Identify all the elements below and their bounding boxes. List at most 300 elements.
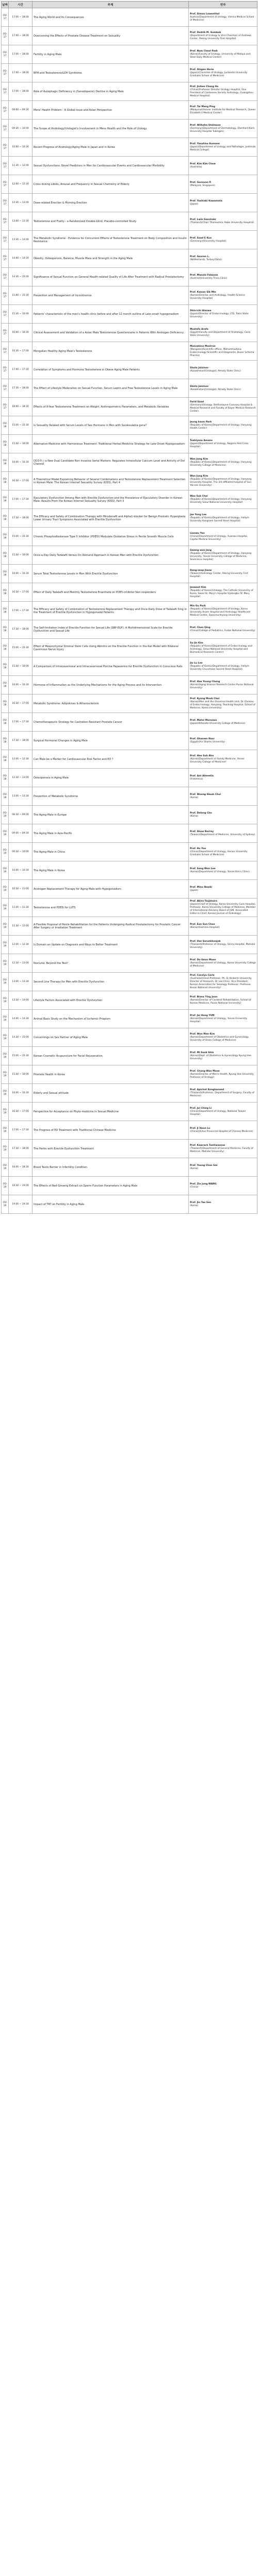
speaker-cell: [189, 249, 257, 268]
date-cell: 05/17: [2, 27, 9, 45]
date-cell: 05/17: [2, 342, 9, 361]
date-cell: 05/18: [2, 509, 9, 528]
topic-cell: The Efficacy and Safety of Combination Therapy with Mirodenafil and Alpha1-blocker for Benign Prostatic Hyperplasia Lower Urinary Tract Symptoms Associated with Erectile Dysfunction: [33, 509, 189, 528]
speaker-cell: [189, 806, 257, 824]
header-time: 시간: [9, 2, 33, 8]
table-row: [2, 991, 257, 1010]
speaker-cell: [189, 917, 257, 936]
speaker-affiliation: (Germany)(Urology, Bellfontayne Coronary Hospital & Medical Research and Faculty of Bayer Medical Research Center): [190, 403, 256, 413]
table-row: [2, 64, 257, 82]
time-cell: 09:00 ~ 09:30: [9, 101, 33, 120]
speaker-cell: [189, 120, 257, 138]
speaker-name: Prof. Hee Sub Ahn: [190, 754, 214, 757]
topic-cell: Obesity, Osteoporosis, Balance, Muscle Mass and Strength in the Aging Male: [33, 249, 189, 268]
time-cell: 17:00 ~ 18:00: [9, 8, 33, 27]
table-row: [2, 8, 257, 27]
speaker-cell: [189, 973, 257, 991]
time-cell: 17:00 ~ 18:00: [9, 27, 33, 45]
date-cell: 05/19: [2, 936, 9, 954]
speaker-affiliation: (Taiwan)(Department of Medicine, University of Sydney): [190, 833, 255, 836]
speaker-affiliation: (Korea)(Faculty of Urology, University of Malaya and Steel Daily Medical Center): [190, 53, 251, 59]
table-row: [2, 286, 257, 305]
table-row: [2, 101, 257, 120]
date-cell: 05/18: [2, 732, 9, 750]
speaker-name: Prof. Tai Meng Ping: [190, 105, 216, 108]
speaker-affiliation: (Germany)(Department of Dermatology, Eberhard-Karls University Hospital Tubingen): [190, 127, 255, 133]
table-row: [2, 824, 257, 843]
speaker-affiliation: (China)(Department of Urology, National Taiwan Hospital): [190, 1110, 246, 1116]
date-cell: 05/19: [2, 1010, 9, 1028]
speaker-cell: [189, 528, 257, 546]
speaker-affiliation: (Thailand)(Professor, Department of Surgery, Faculty of Medicine): [190, 1091, 254, 1097]
topic-cell: Mens' Health Problem : A Global Issue and Asian Perspective: [33, 101, 189, 120]
topic-cell: Sexual Dysfunctions: Novel Predictors in Men for Cardiovascular Events and Cardiovascular Morbidity: [33, 157, 189, 175]
topic-cell: DD3-Y(-) a New Dual Candidate Non Invasive Serial Markers: Regulates Intracellular Calcium Level and Activity of Del Channel: [33, 453, 189, 472]
topic-cell: Testosterone and PDE5i for LUTS: [33, 899, 189, 917]
table-row: [2, 583, 257, 602]
date-cell: 05/18: [2, 528, 9, 546]
speaker-name: Prof. Kim Kim Chow: [190, 162, 216, 165]
speaker-cell: [189, 64, 257, 82]
speaker-cell: [189, 954, 257, 973]
date-cell: 05/17: [2, 268, 9, 286]
topic-cell: The Effect of Lifestyle Moderation on Sexual Function, Serum Leptin and Free Testosterone Levels in Aging Male: [33, 379, 189, 398]
table-row: [2, 676, 257, 694]
topic-cell: Osteoporosis in Aging Male: [33, 769, 189, 787]
speaker-affiliation: (Thailand)(Chair Thainautica, Kobe University Hospital): [190, 221, 254, 224]
date-cell: 05/17: [2, 64, 9, 82]
table-row: [2, 1195, 257, 1214]
date-cell: 05/18: [2, 472, 9, 490]
speaker-affiliation: (Korea): [190, 1167, 199, 1170]
date-cell: 05/19: [2, 1158, 9, 1177]
time-cell: 16:30 ~ 17:00: [9, 694, 33, 713]
speaker-name: Prof. Hae Young Chung: [190, 680, 220, 683]
date-cell: 05/17: [2, 398, 9, 416]
speaker-name: Prof. Won Mee Kim: [190, 1032, 215, 1036]
date-cell: 05/18: [2, 546, 9, 565]
speaker-cell: [189, 398, 257, 416]
time-cell: 15:30 ~ 16:00: [9, 1065, 33, 1084]
table-row: [2, 1010, 257, 1028]
speaker-affiliation: (Mongolia)(Scientific officer, Mohammadana Endocrinology Scientific and Diagnostic, Buser Schema Pharma): [190, 348, 254, 357]
table-row: [2, 1177, 257, 1195]
speaker-cell: [189, 509, 257, 528]
date-cell: 05/18: [2, 416, 9, 435]
time-cell: 17:00 ~ 17:30: [9, 602, 33, 620]
speaker-affiliation: (Korea)(Gamma Hospital): [190, 926, 220, 929]
time-cell: 18:30 ~ 19:00: [9, 1177, 33, 1195]
time-cell: 17:30 ~ 18:00: [9, 1140, 33, 1158]
table-row: [2, 157, 257, 175]
time-cell: 16:00 ~ 16:30: [9, 453, 33, 472]
speaker-affiliation: (Republic of Korea)(Department of Urology, Hallym University Chuncheon Sacred Heart Hospital): [190, 665, 249, 671]
speaker-affiliation: (Thailand)(Department of General Medicine, Faculty of Medicine, Mahidol University): [190, 1147, 253, 1153]
schedule-table: [1, 1, 257, 1214]
table-row: [2, 657, 257, 676]
speaker-name: Prof. Kyung Mook Choi: [190, 697, 220, 700]
speaker-cell: [189, 991, 257, 1010]
time-cell: 19:00 ~ 19:30: [9, 1195, 33, 1214]
speaker-name: Shin-ichi Aisawa: [190, 309, 212, 312]
speaker-affiliation: (Japan)(Chairman of Urology, Juntendo University Graduate School of Medicine): [190, 71, 248, 77]
speaker-affiliation: (Japan)(Department of Urology and Pathologie, Juntendo Medical College): [190, 145, 256, 151]
topic-cell: Correlation of Symptoms and Hormone Testosterone in Obese Aging Male Patients: [33, 361, 189, 379]
date-cell: 05/18: [2, 713, 9, 732]
speaker-cell: [189, 676, 257, 694]
table-row: [2, 787, 257, 806]
table-row: [2, 917, 257, 936]
date-cell: 05/17: [2, 120, 9, 138]
speaker-name: Jin Lu Lee: [190, 662, 203, 665]
time-cell: 13:30 ~ 14:00: [9, 991, 33, 1010]
table-row: [2, 231, 257, 249]
topic-cell: The Aging Male in Korea: [33, 861, 189, 880]
speaker-cell: [189, 342, 257, 361]
date-cell: 05/19: [2, 954, 9, 973]
time-cell: 12:00 ~ 12:30: [9, 750, 33, 769]
date-cell: 05/17: [2, 212, 9, 231]
time-cell: 17:00 ~ 17:30: [9, 713, 33, 732]
speaker-cell: [189, 750, 257, 769]
speaker-affiliation: (Republic of Korea)(Department of Urology, Hanyang University College of Medicine): [190, 461, 252, 467]
time-cell: 11:30 ~ 12:00: [9, 157, 33, 175]
topic-cell: The Metabolic Syndrome - Evidence for Concurrent Effects of Testosterone Treatment on Body Composition and Insulin Resistance: [33, 231, 189, 249]
speaker-cell: [189, 1121, 257, 1140]
speaker-name: Prof. Yoshiaki Kawamata: [190, 199, 222, 202]
time-cell: 16:00 ~ 16:30: [9, 324, 33, 342]
header-date: 날짜: [2, 2, 9, 8]
time-cell: 09:30 ~ 10:00: [9, 120, 33, 138]
table-row: [2, 472, 257, 490]
date-cell: 05/18: [2, 639, 9, 657]
speaker-affiliation: (Korea)(Department of Urology, Yonsei Kim's Clinic): [190, 870, 250, 873]
date-cell: 05/17: [2, 305, 9, 324]
speaker-cell: [189, 435, 257, 453]
speaker-cell: [189, 472, 257, 490]
time-cell: 13:00 ~ 13:30: [9, 787, 33, 806]
speaker-name: Prof. Ghanem Nasr: [190, 737, 215, 740]
time-cell: 10:00 ~ 10:30: [9, 138, 33, 157]
table-row: [2, 249, 257, 268]
topic-cell: Perspective for Acceptance on Phyto-medicine in Sexual Medicine: [33, 1103, 189, 1121]
speaker-affiliation: (China)(Department of Urology, Xuanwu Hospital, Capital Medical University): [190, 535, 248, 541]
topic-cell: Chemotherapeutic Strategy for Castration-Resistant Prostate Cancer: [33, 713, 189, 732]
speaker-name: Su Jin Kim: [190, 641, 203, 645]
table-row: [2, 490, 257, 509]
speaker-name: Prof. Simon Lowenthal: [190, 12, 220, 15]
speaker-affiliation: (Korea)(Department of Urology, Yonsei University Hospital): [190, 1017, 247, 1023]
speaker-name: Shota Jaisinov: [190, 385, 208, 388]
speaker-cell: [189, 880, 257, 899]
speaker-affiliation: (China)(Professor Director Urology Hospital, Vice President of Cantonese Society Andrology, Guangzhou Medical Hospital): [190, 88, 253, 97]
speaker-affiliation: (Japan): [190, 202, 199, 206]
topic-cell: Patients' characteristic of the men's health clinic before and after 12 month outline of Late-onset hypogonadism: [33, 305, 189, 324]
date-cell: 05/17: [2, 8, 9, 27]
time-cell: 11:00 ~ 11:30: [9, 899, 33, 917]
header-row: [2, 2, 257, 8]
date-cell: 05/18: [2, 565, 9, 583]
table-row: [2, 45, 257, 64]
speaker-affiliation: (Korea): [190, 796, 199, 799]
speaker-name: Prof. Yasuhisa Kumano: [190, 142, 220, 145]
table-row: [2, 416, 257, 435]
topic-cell: The Progress of ED Treatment with Traditional Chinese Medicine: [33, 1121, 189, 1140]
topic-cell: Ejaculatory Dysfunction Among Men with Erectile Dysfunction and the Prevalence of Ejaculatory Disorder in Korean Male: Results From the Korean Internet Sexuality Survey (KISS), Part 3: [33, 490, 189, 509]
table-row: [2, 602, 257, 620]
table-row: [2, 435, 257, 453]
date-cell: 05/18: [2, 769, 9, 787]
speaker-name: Prof. Motoi Morozwa: [190, 719, 217, 722]
time-cell: 12:30 ~ 13:00: [9, 194, 33, 212]
speaker-cell: [189, 286, 257, 305]
time-cell: 16:30 ~ 17:00: [9, 342, 33, 361]
speaker-cell: [189, 27, 257, 45]
table-row: [2, 212, 257, 231]
speaker-affiliation: (Australia)(Head Professor, Ph. D, Kinkerle University, Director of Research, Dr Lee Clinic, Vice President, Korean Association for Sexology Professor, Professor, Busan National University): [190, 977, 252, 989]
speaker-name: Prof. Delong Cho: [190, 811, 212, 815]
speaker-name: Prof. Apichat Kongkanand: [190, 1088, 224, 1091]
topic-cell: Cross-linking Libido, Arousal and Frequency in Sexual Chemistry of Elderly: [33, 175, 189, 194]
speaker-cell: [189, 620, 257, 639]
topic-cell: Once-a-Day Daily Tadalafil Versus On-Demand Approach in Korean Men with Erectile Dysfunction: [33, 546, 189, 565]
topic-cell: Fertility in Aging Male: [33, 45, 189, 64]
date-cell: 05/19: [2, 1177, 9, 1195]
speaker-cell: [189, 1010, 257, 1028]
speaker-affiliation: (Japan)(Director of Endocrinology, LTD, Tokio State University): [190, 312, 249, 318]
speaker-name: Prof. Jin Tae Seo: [190, 1201, 212, 1204]
topic-cell: The Scope of Andrology/Urologist's Involvement in Mens Health and the Role of Urology: [33, 120, 189, 138]
time-cell: 08:30 ~ 09:00: [9, 806, 33, 824]
table-row: [2, 1121, 257, 1140]
speaker-name: Prof. Kwoon Sik Min: [190, 291, 216, 294]
time-cell: 17:00 ~ 17:30: [9, 490, 33, 509]
speaker-affiliation: (Korea)(Dept. of Obstetrics & Gynecology Kyung Hee University): [190, 1054, 251, 1060]
speaker-name: Jae Yong Lee: [190, 513, 207, 516]
topic-cell: Mongolian Healthy Aging Male's Testosterone: [33, 342, 189, 361]
time-cell: 17:00 ~ 18:00: [9, 64, 33, 82]
time-cell: 17:00 ~ 18:00: [9, 82, 33, 101]
time-cell: 17:30 ~ 18:00: [9, 379, 33, 398]
speaker-affiliation: (Kazakhstan)(Urologist, Almaty State Clinic): [190, 369, 241, 372]
time-cell: 10:00 ~ 10:30: [9, 861, 33, 880]
header-topic: 주제: [33, 2, 189, 8]
date-cell: 05/19: [2, 806, 9, 824]
date-cell: 05/17: [2, 249, 9, 268]
speaker-affiliation: (Japan)(Chief of Urology, Korea University Guro Hospital, Professor, Korea University College of Medicine, Member of International Advisory Board of JSM, Associated Editor-in-Chief, Korean Journal of Andrology): [190, 903, 256, 915]
speaker-affiliation: (Taiwan)(Andrology Center, Peking University First Hospital): [190, 572, 248, 578]
table-row: [2, 342, 257, 361]
table-row: [2, 899, 257, 917]
speaker-affiliation: (Republic of Korea)(Department of Urology, Hallym University Kangnam Sacred Heart Hospital): [190, 516, 249, 522]
speaker-cell: [189, 8, 257, 27]
speaker-affiliation: (China)(Anhui Provincial Hospital of Chinese Medicine): [190, 1130, 253, 1133]
topic-cell: Recent Progress of Andrology/Aging Male in Japan and in Korea: [33, 138, 189, 157]
speaker-cell: [189, 694, 257, 713]
speaker-name: Prof. Akira Tsujimura: [190, 900, 218, 903]
time-cell: 15:00 ~ 15:30: [9, 528, 33, 546]
speaker-affiliation: (Netherlands, Turkey)(Sitai): [190, 258, 222, 261]
topic-cell: Prostate Health in Korea: [33, 1065, 189, 1084]
table-row: [2, 769, 257, 787]
table-row: [2, 453, 257, 472]
topic-cell: Role of Autophagic Deficiency in (Senodopenic) Decline in Aging Male: [33, 82, 189, 101]
speaker-name: Prof. Carolyn Carle: [190, 974, 215, 977]
speaker-affiliation: (Korea)(Department of Family Medicine, Yonsei University College of Medicine): [190, 757, 245, 764]
date-cell: 05/17: [2, 157, 9, 175]
topic-cell: Elderly and Sexual attitude: [33, 1084, 189, 1103]
table-row: [2, 528, 257, 546]
topic-cell: A Theoretical Model Explaining Behavior of Several Combinations and Testosterone Replacement Treatment Selection in Korean Male: The Korean Internet Sexuality Survey (KISS), Part 4: [33, 472, 189, 490]
time-cell: 17:00 ~ 17:30: [9, 1121, 33, 1140]
speaker-cell: [189, 936, 257, 954]
speaker-affiliation: (Korea): [190, 1204, 199, 1207]
date-cell: 05/19: [2, 899, 9, 917]
time-cell: 16:00 ~ 16:30: [9, 565, 33, 583]
table-row: [2, 806, 257, 824]
topic-cell: Androgen Replacement Therapy for Aging Male with Hypogonadism: [33, 880, 189, 899]
table-row: [2, 268, 257, 286]
table-row: [2, 1047, 257, 1065]
speaker-cell: [189, 138, 257, 157]
speaker-cell: [189, 101, 257, 120]
date-cell: 05/18: [2, 435, 9, 453]
date-cell: 05/19: [2, 843, 9, 861]
table-row: [2, 82, 257, 101]
time-cell: 16:30 ~ 17:00: [9, 1103, 33, 1121]
table-row: [2, 861, 257, 880]
table-row: [2, 1084, 257, 1103]
speaker-name: Prof. Zio Jung WANG: [190, 1182, 217, 1185]
table-row: [2, 750, 257, 769]
topic-cell: Second Line Therapy for Men with Erectile Dysfunction: [33, 973, 189, 991]
time-cell: 14:30 ~ 15:00: [9, 1028, 33, 1047]
speaker-affiliation: (China)(College of Pediatrics, Fudan National University): [190, 629, 255, 632]
speaker-name: Prof. Nam Cheol Park: [190, 49, 218, 53]
topic-cell: The Aging Male in Asia-Pacific: [33, 824, 189, 843]
table-row: [2, 1158, 257, 1177]
date-cell: 05/19: [2, 1140, 9, 1158]
speaker-affiliation: (Austria)(University Trivia Clinic): [190, 277, 228, 280]
speaker-affiliation: (Department of Urology & Vice Chairman of Andrews Center, Peking University First Hospital): [190, 34, 252, 40]
speaker-cell: [189, 416, 257, 435]
speaker-name: Prof. Do Geun Moon: [190, 958, 216, 961]
topic-cell: The Aging World and Its Consequences: [33, 8, 189, 27]
topic-cell: The Aging Male in China: [33, 843, 189, 861]
speaker-name: Dong-seop Jiaow: [190, 569, 212, 572]
topic-cell: Korean Cosmetic Acupuncture for Facial Rejuvenation: [33, 1047, 189, 1065]
table-row: [2, 546, 257, 565]
speaker-cell: [189, 1195, 257, 1214]
speaker-affiliation: (Egypt)(Ain Shams University): [190, 740, 225, 743]
topic-cell: Overcoming the Effects of Prostate Disease Treatment on Sexuality: [33, 27, 189, 45]
speaker-affiliation: (Korea)(Department of Urology, Korea University College of Medicine): [190, 961, 256, 968]
speaker-name: Mostafa Arafa: [190, 328, 208, 331]
time-cell: 15:00 ~ 15:30: [9, 416, 33, 435]
speaker-cell: [189, 1084, 257, 1103]
speaker-cell: [189, 657, 257, 676]
date-cell: 05/17: [2, 138, 9, 157]
speaker-affiliation: (Republic of Korea)(Department of Urology, Hanyang University Hospital, The 3rd affiliated hospital of Sun Yat-sen University): [190, 478, 252, 487]
speaker-name: Manzakina Mostrun: [190, 345, 216, 348]
speaker-affiliation: (Germany)(University Hospital): [190, 240, 227, 243]
table-row: [2, 361, 257, 379]
date-cell: 05/19: [2, 880, 9, 899]
topic-cell: Effect of Mesenchymal Stromal Stem Cells Using Abinitro on the Erectile Function in the Rat Model with Bilateral Cavernous Nerve Injury: [33, 639, 189, 657]
date-cell: 05/17: [2, 82, 9, 101]
time-cell: 15:00 ~ 15:30: [9, 1047, 33, 1065]
date-cell: 05/19: [2, 1103, 9, 1121]
speaker-cell: [189, 1177, 257, 1195]
speaker-cell: [189, 546, 257, 565]
speaker-cell: [189, 861, 257, 880]
date-cell: 05/18: [2, 602, 9, 620]
speaker-affiliation: (Thailand)(Professor of Urology, Siriraj Hospital, Mahidol University): [190, 943, 255, 949]
speaker-name: Won Jung Kim: [190, 474, 208, 478]
speaker-name: Prof. Jai Hong YUM: [190, 1014, 215, 1017]
speaker-cell: [189, 1047, 257, 1065]
speaker-name: Prof. Woong Heum Choi: [190, 793, 221, 796]
speaker-affiliation: (Korea)(Aging Science Research Center Pusan National University): [190, 683, 254, 689]
speaker-name: Prof. Vee Sarunkhonjok: [190, 940, 221, 943]
time-cell: 18:00 ~ 18:30: [9, 398, 33, 416]
speaker-name: Prof. Young Chan Gai: [190, 1164, 218, 1167]
speaker-name: Prof. Wilhelm Stolmann: [190, 124, 221, 127]
date-cell: 05/19: [2, 1121, 9, 1140]
table-row: [2, 639, 257, 657]
table-row: [2, 138, 257, 157]
time-cell: 17:30 ~ 18:00: [9, 509, 33, 528]
speaker-cell: [189, 713, 257, 732]
speaker-cell: [189, 212, 257, 231]
speaker-cell: [189, 82, 257, 101]
speaker-affiliation: (Republic of Korea)(Department of Urology, Hanyang University, Yonsei University College of Medicine, Severance Hospital): [190, 552, 252, 561]
topic-cell: Hormone of Inflammation as the Underlying Mechanisms for the Aging Process and its Intervention: [33, 676, 189, 694]
speaker-name: Prof. Gooren L.: [190, 255, 210, 258]
speaker-affiliation: (Malaysia)(Hoover Institute for Medical Research, Queen Elizabeth II Medical Center): [190, 108, 256, 114]
date-cell: 05/19: [2, 973, 9, 991]
speaker-affiliation: (Korea)(Director of Cerebral Rehabilitation, School of Korean Medicine, Pusan National University): [190, 998, 251, 1005]
time-cell: 11:30 ~ 12:00: [9, 917, 33, 936]
time-cell: 09:00 ~ 09:30: [9, 824, 33, 843]
topic-cell: BPH and Testosterone/LOH Syndrome: [33, 64, 189, 82]
time-cell: 13:30 ~ 14:00: [9, 231, 33, 249]
time-cell: 17:30 ~ 18:00: [9, 620, 33, 639]
date-cell: 05/17: [2, 231, 9, 249]
topic-cell: Blood Testis Barrier in Infertility Condition: [33, 1158, 189, 1177]
date-cell: 05/17: [2, 101, 9, 120]
speaker-cell: [189, 175, 257, 194]
date-cell: 05/17: [2, 324, 9, 342]
topic-cell: Clinical Assessment and Validation of a Asian Male Testosterone Questionnaire in Patients With Androgen Deficiency: [33, 324, 189, 342]
speaker-affiliation: (Korea)(Department of Obstetrics and Gynecology, University of Ulsan College of Medicine): [190, 1036, 249, 1042]
date-cell: 05/18: [2, 583, 9, 602]
time-cell: 13:00 ~ 13:30: [9, 212, 33, 231]
topic-cell: The Effects of Red Ginseng Extract on Sperm Function Parameters in Aging Male: [33, 1177, 189, 1195]
speaker-name: Prof. Ant Almeelia: [190, 774, 214, 777]
table-row: [2, 732, 257, 750]
speaker-affiliation: (Republic of Korea)(Urology, The Catholic University of Korea, Seoul St. Mary's Hospital Uijeongbu St. Mary Hospital): [190, 589, 253, 598]
time-cell: 15:00 ~ 15:30: [9, 286, 33, 305]
table-row: [2, 379, 257, 398]
speaker-name: Prof. Saad E Kuo: [190, 236, 212, 240]
speaker-name: Shota Jaisinov: [190, 366, 208, 369]
time-cell: 16:00 ~ 16:30: [9, 1084, 33, 1103]
table-row: [2, 1065, 257, 1084]
topic-cell: Significance of Sexual Function on General Health-related Quality of Life After Treatment with Radical Prostatectomy: [33, 268, 189, 286]
time-cell: 17:00 ~ 18:00: [9, 45, 33, 64]
time-cell: 15:30 ~ 16:00: [9, 305, 33, 324]
